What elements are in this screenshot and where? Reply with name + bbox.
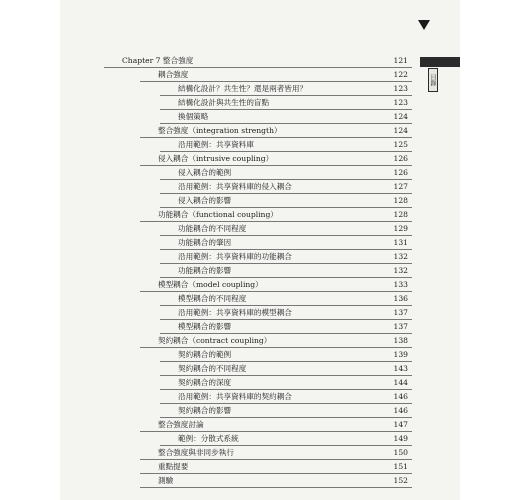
toc-entry-title: 契約耦合的影響 xyxy=(178,406,232,415)
toc-entry[interactable] xyxy=(140,474,412,488)
toc-entry-page-number: 131 xyxy=(393,238,408,247)
toc-entry-title: 侵入耦合的影響 xyxy=(178,196,232,205)
toc-entry-title: 結構化設計？共生性？還是兩者皆用？ xyxy=(178,84,308,93)
toc-entry-page-number: 123 xyxy=(393,98,408,107)
toc-entry-title: 侵入耦合（intrusive coupling） xyxy=(158,154,274,163)
toc-entry-page-number: 138 xyxy=(393,336,408,345)
toc-entry[interactable] xyxy=(160,376,412,390)
toc-entry[interactable] xyxy=(160,390,412,404)
toc-entry-title: 沿用範例：共享資料庫的模型耦合 xyxy=(178,308,292,317)
toc-entry-page-number: 143 xyxy=(393,364,408,373)
toc-entry-title: 模型耦合的不同程度 xyxy=(178,294,247,303)
toc-entry[interactable] xyxy=(140,460,412,474)
toc-entry[interactable] xyxy=(140,418,412,432)
toc-entry-title: 契約耦合的不同程度 xyxy=(178,364,247,373)
side-tab-label: 目錄 xyxy=(428,68,438,92)
toc-entry-page-number: 137 xyxy=(393,322,408,331)
toc-entry-page-number: 133 xyxy=(393,280,408,289)
toc-entry[interactable] xyxy=(160,82,412,96)
toc-entry[interactable] xyxy=(160,320,412,334)
toc-entry[interactable] xyxy=(140,152,412,166)
toc-entry-page-number: 137 xyxy=(393,308,408,317)
toc-entry[interactable] xyxy=(160,404,412,418)
toc-entry-title: 功能耦合的影響 xyxy=(178,266,232,275)
chapter-marker-icon xyxy=(418,20,430,30)
toc-entry-title: 功能耦合的不同程度 xyxy=(178,224,247,233)
toc-entry[interactable] xyxy=(160,180,412,194)
toc-entry[interactable] xyxy=(140,208,412,222)
toc-entry-title: 契約耦合的範例 xyxy=(178,350,232,359)
toc-entry-page-number: 121 xyxy=(393,56,408,65)
toc-entry-title: 沿用範例：共享資料庫 xyxy=(178,140,254,149)
toc-entry-page-number: 127 xyxy=(393,182,408,191)
side-tab-bar xyxy=(420,57,460,67)
toc-entry-title: 侵入耦合的範例 xyxy=(178,168,232,177)
toc-entry-page-number: 126 xyxy=(393,154,408,163)
toc-entry-title: Chapter 7 整合強度 xyxy=(122,56,194,65)
toc-entry[interactable] xyxy=(160,432,412,446)
toc-entry-page-number: 146 xyxy=(393,392,408,401)
toc-entry-page-number: 150 xyxy=(393,448,408,457)
toc-entry[interactable] xyxy=(140,68,412,82)
toc-entry-page-number: 123 xyxy=(393,84,408,93)
toc-entry-page-number: 132 xyxy=(393,252,408,261)
toc-entry-title: 結構化設計與共生性的盲點 xyxy=(178,98,270,107)
toc-entry-title: 功能耦合（functional coupling） xyxy=(158,210,278,219)
toc-entry[interactable] xyxy=(140,334,412,348)
toc-entry-page-number: 136 xyxy=(393,294,408,303)
toc-entry[interactable] xyxy=(160,222,412,236)
toc-entry-page-number: 125 xyxy=(393,140,408,149)
toc-entry-title: 沿用範例：共享資料庫的契約耦合 xyxy=(178,392,292,401)
toc-entry-title: 整合強度討論 xyxy=(158,420,204,429)
toc-entry[interactable] xyxy=(140,446,412,460)
toc-entry[interactable] xyxy=(160,348,412,362)
toc-entry-title: 沿用範例：共享資料庫的侵入耦合 xyxy=(178,182,292,191)
toc-entry-page-number: 126 xyxy=(393,168,408,177)
toc-entry-title: 模型耦合的影響 xyxy=(178,322,232,331)
toc-entry[interactable] xyxy=(140,278,412,292)
toc-entry-page-number: 152 xyxy=(393,476,408,485)
toc-entry-title: 耦合強度 xyxy=(158,70,189,79)
toc-entry-title: 測驗 xyxy=(158,476,174,485)
toc-entry-page-number: 132 xyxy=(393,266,408,275)
toc-entry[interactable] xyxy=(160,166,412,180)
toc-entry-page-number: 146 xyxy=(393,406,408,415)
toc-entry[interactable] xyxy=(140,124,412,138)
toc-entry-page-number: 124 xyxy=(393,126,408,135)
toc-entry-page-number: 139 xyxy=(393,350,408,359)
toc-entry-title: 模型耦合（model coupling） xyxy=(158,280,263,289)
toc-entry[interactable] xyxy=(104,54,412,68)
toc-entry-page-number: 128 xyxy=(393,196,408,205)
toc-entry-title: 功能耦合的肇因 xyxy=(178,238,232,247)
toc-entry-page-number: 122 xyxy=(393,70,408,79)
toc-entry[interactable] xyxy=(160,110,412,124)
toc-entry-page-number: 147 xyxy=(393,420,408,429)
toc-entry[interactable] xyxy=(160,306,412,320)
toc-entry-title: 契約耦合的深度 xyxy=(178,378,232,387)
toc-entry-page-number: 129 xyxy=(393,224,408,233)
toc-entry-page-number: 128 xyxy=(393,210,408,219)
toc-entry-title: 範例：分散式系統 xyxy=(178,434,239,443)
toc-entry-page-number: 151 xyxy=(393,462,408,471)
toc-entry-page-number: 149 xyxy=(393,434,408,443)
toc-entry-title: 換個策略 xyxy=(178,112,209,121)
toc-entry-title: 整合強度與非同步執行 xyxy=(158,448,234,457)
toc-entry-title: 重點提要 xyxy=(158,462,189,471)
toc-entry-title: 沿用範例：共享資料庫的功能耦合 xyxy=(178,252,292,261)
toc-entry[interactable] xyxy=(160,250,412,264)
toc-entry[interactable] xyxy=(160,362,412,376)
toc-entry-page-number: 124 xyxy=(393,112,408,121)
toc-entry[interactable] xyxy=(160,96,412,110)
toc-entry[interactable] xyxy=(160,236,412,250)
toc-entry-page-number: 144 xyxy=(393,378,408,387)
toc-entry[interactable] xyxy=(160,194,412,208)
toc-entry[interactable] xyxy=(160,264,412,278)
toc-entry-title: 契約耦合（contract coupling） xyxy=(158,336,272,345)
toc-entry[interactable] xyxy=(160,292,412,306)
toc-entry-title: 整合強度（integration strength） xyxy=(158,126,282,135)
table-of-contents xyxy=(104,54,412,488)
toc-entry[interactable] xyxy=(160,138,412,152)
